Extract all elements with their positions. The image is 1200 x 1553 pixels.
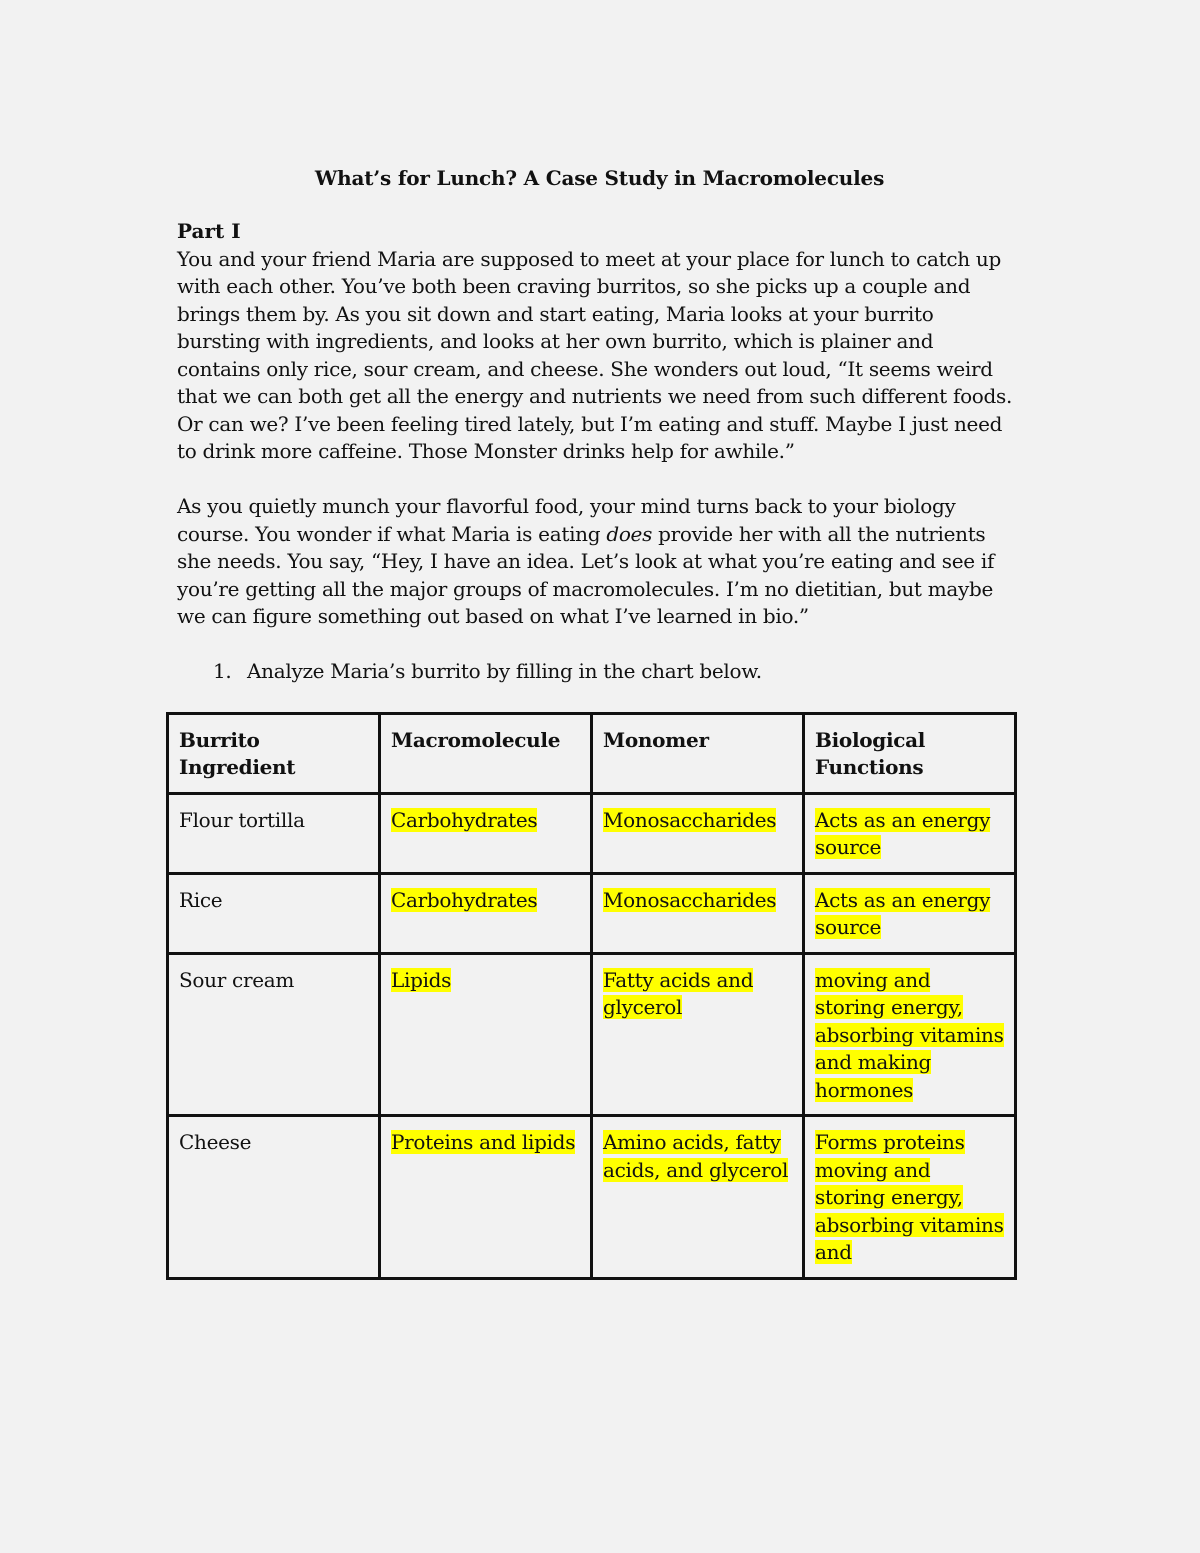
question-text: Analyze Maria’s burrito by filling in the chart below. — [247, 659, 762, 683]
answer-highlight: Carbohydrates — [391, 887, 538, 912]
table-row — [168, 793, 1016, 873]
answer-highlight: Carbohydrates — [391, 807, 538, 832]
document-page — [177, 166, 1022, 1280]
answer-highlight: Forms proteins moving and storing energy, absorbing vitamins and — [815, 1130, 1004, 1264]
table-row — [168, 873, 1016, 953]
macromolecule-cell[interactable] — [380, 873, 592, 953]
macromolecule-cell[interactable] — [380, 953, 592, 1116]
paragraph-2 — [177, 493, 1022, 631]
paragraph-1: You and your friend Maria are supposed to meet at your place for lunch to catch up with each other. You’ve both been craving burritos, so she picks up a couple and brings them by. As you sit down and start eating, Maria looks at your burrito bursting with ingredients, and looks at her own burrito, which is plainer and contains only rice, sour cream, and cheese. She wonders out loud, “It seems weird that we can both get all the energy and nutrients we need from such different foods. Or can we? I’ve been feeling tired lately, but I’m eating and stuff. Maybe I just need to drink more caffeine. Those Monster drinks help for awhile.” — [177, 246, 1013, 463]
answer-highlight: Amino acids, fatty acids, and glycerol — [603, 1130, 789, 1182]
paragraph-2-emphasis: does — [606, 521, 653, 546]
answer-highlight: moving and storing energy, absorbing vitamins and making hormones — [815, 967, 1004, 1102]
answer-highlight: Acts as an energy source — [815, 807, 991, 859]
paragraph-2-start: As you quietly munch your flavorful food, your mind turns back to your biology course. You wonder if what Maria is eating — [177, 494, 956, 546]
header-ingredient: Burrito Ingredient — [168, 713, 380, 793]
table-row — [168, 953, 1016, 1116]
function-cell[interactable] — [804, 1116, 1016, 1279]
ingredient-text: Cheese — [179, 1130, 252, 1154]
document-title: What’s for Lunch? A Case Study in Macromolecules — [314, 166, 885, 190]
answer-highlight: Lipids — [391, 967, 452, 992]
monomer-cell[interactable] — [592, 1116, 804, 1279]
macromolecule-chart — [166, 712, 1017, 1280]
ingredient-text: Flour tortilla — [179, 807, 305, 832]
answer-highlight: Fatty acids and glycerol — [603, 967, 754, 1019]
ingredient-cell — [168, 1116, 380, 1279]
table-row — [168, 1116, 1016, 1279]
ingredient-text: Rice — [179, 887, 223, 912]
answer-highlight: Monosaccharides — [603, 807, 777, 832]
answer-highlight: Proteins and lipids — [391, 1130, 576, 1154]
ingredient-cell — [168, 953, 380, 1116]
ingredient-cell — [168, 793, 380, 873]
monomer-cell[interactable] — [592, 793, 804, 873]
function-cell[interactable] — [804, 873, 1016, 953]
paragraph-2-end: provide her with all the nutrients she needs. You say, “Hey, I have an idea. Let’s look at what you’re eating and see if you’re getting all the major groups of macromolecules. I’m no dietitian, but maybe we can figure something out based on what I’ve learned in bio.” — [177, 521, 995, 628]
table-header-row — [168, 713, 1016, 793]
part-heading: Part I — [177, 219, 241, 243]
function-cell[interactable] — [804, 793, 1016, 873]
header-macromolecule: Macromolecule — [380, 713, 592, 793]
macromolecule-cell[interactable] — [380, 1116, 592, 1279]
monomer-cell[interactable] — [592, 953, 804, 1116]
monomer-cell[interactable] — [592, 873, 804, 953]
ingredient-cell — [168, 873, 380, 953]
header-monomer: Monomer — [592, 713, 804, 793]
header-biological-functions: Biological Functions — [804, 713, 1016, 793]
macromolecule-cell[interactable] — [380, 793, 592, 873]
answer-highlight: Monosaccharides — [603, 887, 777, 912]
ingredient-text: Sour cream — [179, 967, 295, 992]
question-1 — [213, 658, 1022, 686]
function-cell[interactable] — [804, 953, 1016, 1116]
answer-highlight: Acts as an energy source — [815, 887, 991, 939]
question-number: 1. — [213, 659, 232, 683]
